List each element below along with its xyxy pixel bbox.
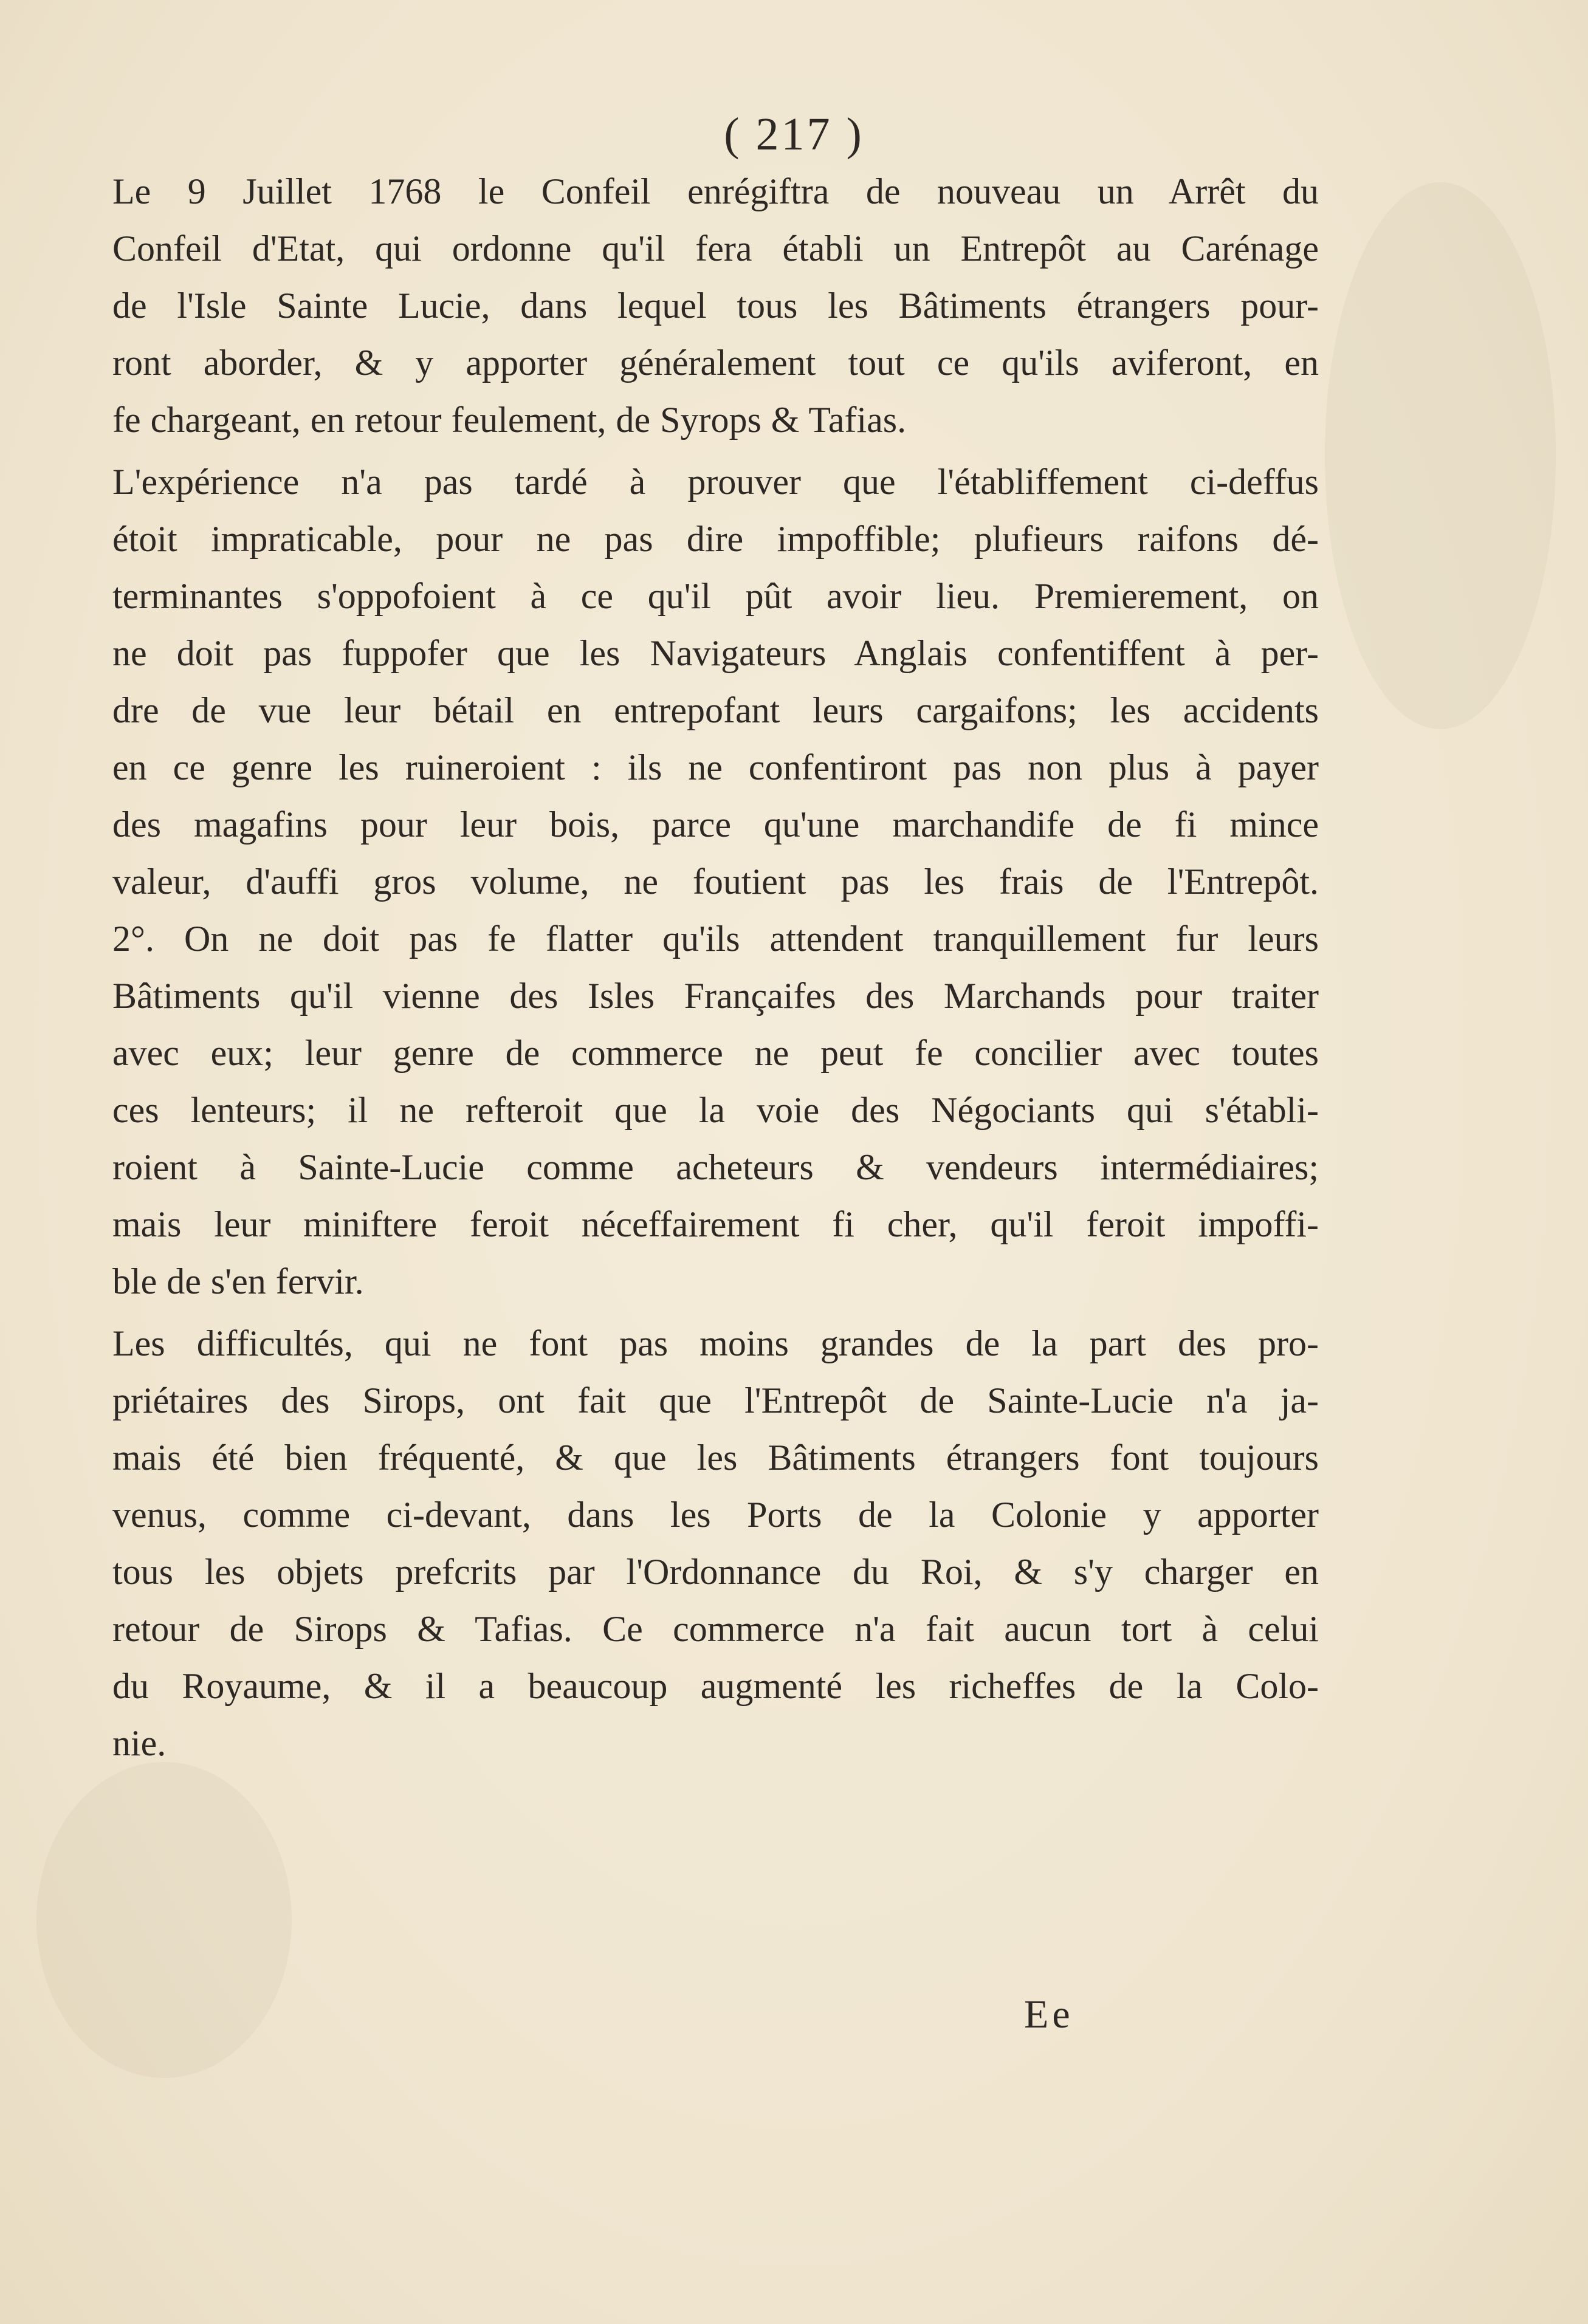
text-line: ront aborder, & y apporter généralement tout ce qu'ils aviferont, en [112, 343, 1319, 383]
text-line: venus, comme ci-devant, dans les Ports de la Colonie y apporter [112, 1495, 1319, 1535]
text-line: Confeil d'Etat, qui ordonne qu'il fera établi un Entrepôt au Carénage [112, 228, 1319, 269]
paragraph-gap [112, 448, 1319, 453]
text-line: valeur, d'auffi gros volume, ne foutient pas les frais de l'Entrepôt. [112, 862, 1319, 902]
text-line: étoit impraticable, pour ne pas dire impoffible; plufieurs raifons dé- [112, 519, 1319, 559]
text-line: Bâtiments qu'il vienne des Isles Françaifes des Marchands pour traiter [112, 976, 1319, 1016]
paragraph [112, 1315, 1319, 1772]
text-line: de l'Isle Sainte Lucie, dans lequel tous les Bâtiments étrangers pour- [112, 286, 1319, 326]
text-line: 2°. On ne doit pas fe flatter qu'ils attendent tranquillement fur leurs [112, 919, 1319, 959]
text-line: en ce genre les ruineroient : ils ne confentiront pas non plus à payer [112, 747, 1319, 787]
text-line: terminantes s'oppofoient à ce qu'il pût avoir lieu. Premierement, on [112, 576, 1319, 616]
text-line: roient à Sainte-Lucie comme acheteurs & vendeurs intermédiaires; [112, 1147, 1319, 1187]
text-line: mais leur miniftere feroit néceffairement fi cher, qu'il feroit impoffi- [112, 1204, 1319, 1244]
text-line: nie. [112, 1723, 167, 1763]
catchword: Ee [1024, 1992, 1074, 2037]
paragraph [112, 453, 1319, 1310]
text-line: ble de s'en fervir. [112, 1261, 364, 1301]
text-line: avec eux; leur genre de commerce ne peut fe concilier avec toutes [112, 1033, 1319, 1073]
body-text [112, 163, 1319, 1772]
text-line: tous les objets prefcrits par l'Ordonnance du Roi, & s'y charger en [112, 1552, 1319, 1592]
text-line: dre de vue leur bétail en entrepofant leurs cargaifons; les accidents [112, 690, 1319, 730]
text-line: priétaires des Sirops, ont fait que l'Entrepôt de Sainte-Lucie n'a ja- [112, 1380, 1319, 1421]
text-line: ne doit pas fuppofer que les Navigateurs Anglais confentiffent à per- [112, 633, 1319, 673]
page-number: ( 217 ) [724, 109, 864, 160]
text-line: du Royaume, & il a beaucoup augmenté les richeffes de la Colo- [112, 1666, 1319, 1706]
text-line: des magafins pour leur bois, parce qu'une marchandife de fi mince [112, 804, 1319, 845]
text-line: Le 9 Juillet 1768 le Confeil enrégiftra de nouveau un Arrêt du [112, 171, 1319, 211]
paper-stain [1325, 182, 1556, 729]
text-line: Les difficultés, qui ne font pas moins grandes de la part des pro- [112, 1323, 1319, 1363]
text-line: L'expérience n'a pas tardé à prouver que l'établiffement ci-deffus [112, 462, 1319, 502]
paper-stain [36, 1762, 292, 2078]
paragraph [112, 163, 1319, 448]
text-line: retour de Sirops & Tafias. Ce commerce n'a fait aucun tort à celui [112, 1609, 1319, 1649]
text-line: fe chargeant, en retour feulement, de Syrops & Tafias. [112, 400, 907, 440]
paragraph-gap [112, 1310, 1319, 1315]
text-line: mais été bien fréquenté, & que les Bâtiments étrangers font toujours [112, 1438, 1319, 1478]
text-line: ces lenteurs; il ne refteroit que la voie des Négociants qui s'établi- [112, 1090, 1319, 1130]
